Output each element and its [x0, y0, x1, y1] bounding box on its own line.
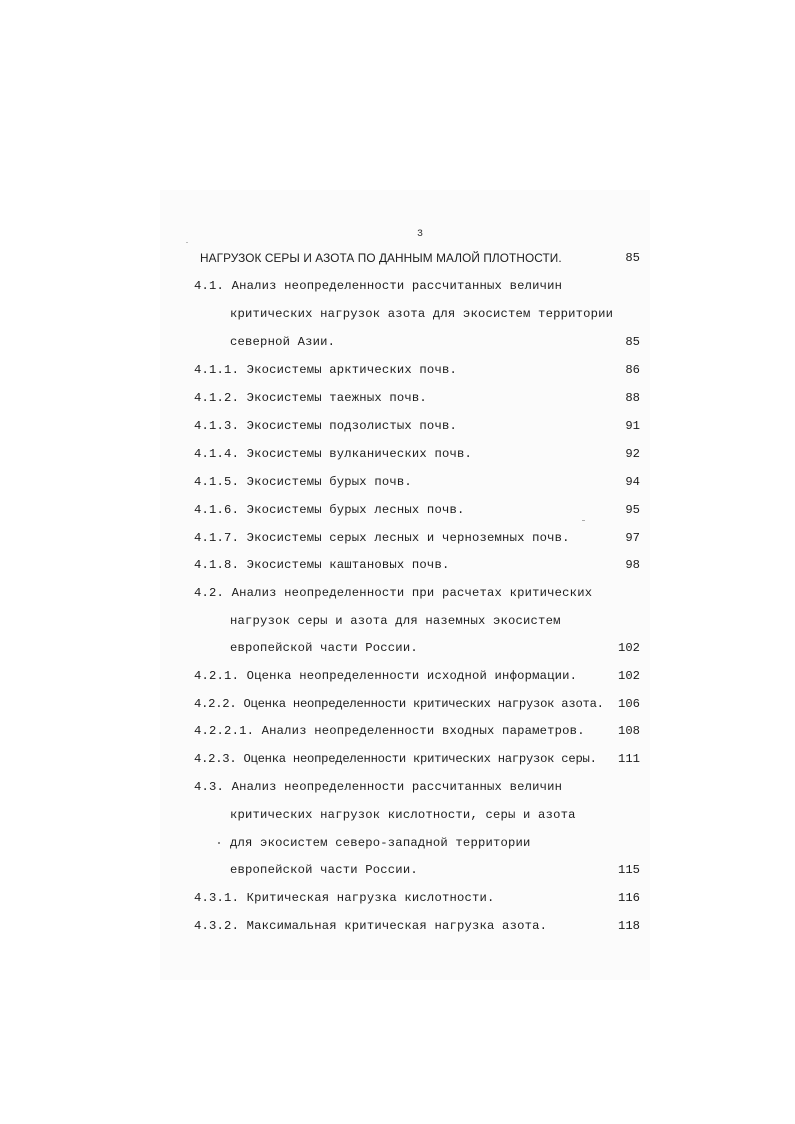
toc-entry-page: 98: [625, 558, 640, 572]
toc-entry-page: 86: [625, 363, 640, 377]
toc-entry-page: 116: [618, 891, 640, 905]
toc-entry-page: 92: [625, 447, 640, 461]
toc-entry-text: 4.2. Анализ неопределенности при расчетах критических: [194, 586, 593, 600]
toc-entry-page: 85: [625, 335, 640, 349]
toc-entry-page: 102: [618, 641, 640, 655]
toc-entry-text: 4.1. Анализ неопределенности рассчитанных величин: [194, 279, 563, 293]
toc-entry-text: 4.2.2. Оценка неопределенности критических нагрузок азота.: [194, 697, 604, 711]
toc-entry-text: 4.1.4. Экосистемы вулканических почв.: [194, 447, 473, 461]
toc-entry-text: 4.1.7. Экосистемы серых лесных и черноземных почв.: [194, 531, 570, 545]
toc-entry-text: 4.1.6. Экосистемы бурых лесных почв.: [194, 503, 465, 517]
toc-entry-page: 85: [625, 251, 640, 265]
toc-entry-text: 4.1.8. Экосистемы каштановых почв.: [194, 558, 450, 572]
toc-entry-text: 4.2.3. Оценка неопределенности критических нагрузок серы.: [194, 752, 597, 766]
toc-entry-text: 4.1.1. Экосистемы арктических почв.: [194, 363, 457, 377]
toc-entry-text: критических нагрузок азота для экосистем территории: [230, 307, 614, 321]
page-number: 3: [416, 229, 423, 240]
toc-entry-page: 108: [618, 724, 640, 738]
toc-entry-text: 4.2.1. Оценка неопределенности исходной информации.: [194, 669, 578, 683]
toc-entry-text: НАГРУЗОК СЕРЫ И АЗОТА ПО ДАННЫМ МАЛОЙ ПЛОТНОСТИ.: [200, 251, 562, 265]
toc-entry-text: 4.2.2.1. Анализ неопределенности входных параметров.: [194, 724, 585, 738]
scan-speck: [582, 520, 585, 521]
toc-entry-text: для экосистем северо-западной территории: [230, 836, 531, 850]
toc-entry-page: 97: [625, 531, 640, 545]
toc-entry-text: северной Азии.: [230, 335, 336, 349]
toc-entry-page: 91: [625, 419, 640, 433]
toc-entry-text: 4.3. Анализ неопределенности рассчитанных величин: [194, 780, 563, 794]
toc-entry-page: 88: [625, 391, 640, 405]
toc-entry-page: 106: [618, 697, 640, 711]
toc-entry-page: 95: [625, 503, 640, 517]
toc-entry-page: 111: [618, 752, 640, 766]
toc-entry-page: 118: [618, 919, 640, 933]
toc-entry-page: 102: [618, 669, 640, 683]
scan-speck: [186, 242, 188, 243]
toc-entry-text: критических нагрузок кислотности, серы и азота: [230, 808, 576, 822]
toc-entry-text: 4.1.5. Экосистемы бурых почв.: [194, 475, 412, 489]
toc-entry-page: 94: [625, 475, 640, 489]
toc-entry-text: нагрузок серы и азота для наземных экосистем: [230, 614, 561, 628]
toc-entry-text: 4.3.2. Максимальная критическая нагрузка азота.: [194, 919, 548, 933]
toc-entry-page: 115: [618, 863, 640, 877]
toc-entry-text: 4.1.3. Экосистемы подзолистых почв.: [194, 419, 457, 433]
toc-entry-text: 4.3.1. Критическая нагрузка кислотности.: [194, 891, 495, 905]
toc-entry-text: европейской части России.: [230, 641, 418, 655]
toc-entry-text: 4.1.2. Экосистемы таежных почв.: [194, 391, 427, 405]
scan-speck: [218, 842, 220, 844]
toc-entry-text: европейской части России.: [230, 863, 418, 877]
